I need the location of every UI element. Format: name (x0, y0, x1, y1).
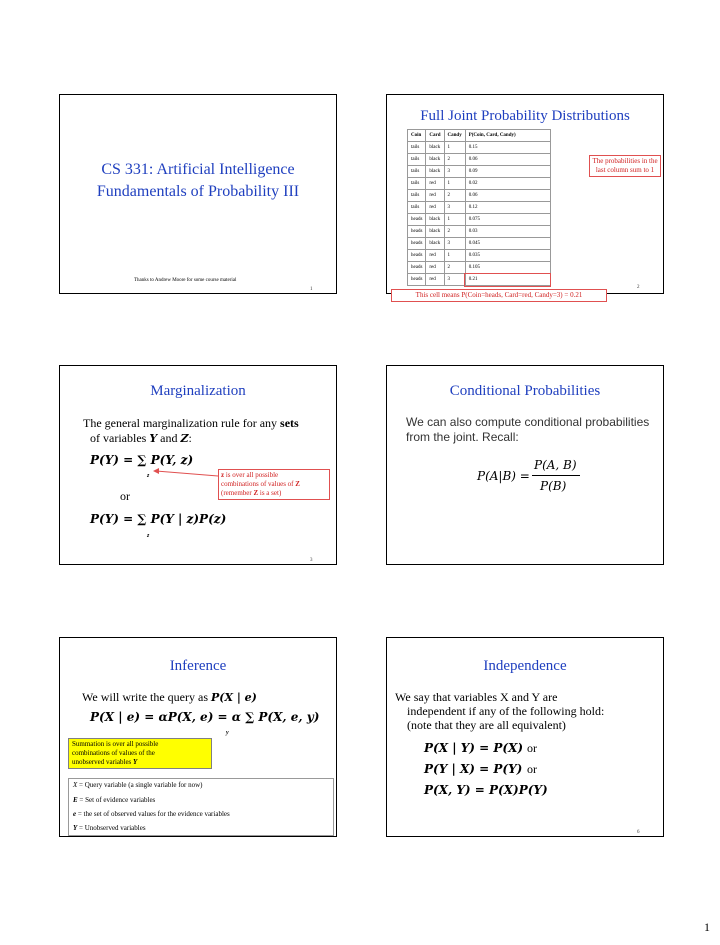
var-Y: Y (149, 432, 158, 445)
table-cell: 0.075 (465, 214, 550, 226)
table-cell: red (426, 262, 444, 274)
table-row (408, 154, 551, 166)
table-row (408, 190, 551, 202)
or-text-2: or (527, 762, 537, 776)
formula-subscript: y (226, 730, 229, 736)
table-cell: tails (408, 178, 426, 190)
column-header: Card (426, 130, 444, 142)
table-cell: heads (408, 274, 426, 286)
definitions-box (68, 778, 334, 836)
table-cell: black (426, 154, 444, 166)
table-cell: 0.15 (465, 142, 550, 154)
table-cell: 1 (444, 142, 465, 154)
credit-text: Thanks to Andrew Moore for some course material (134, 278, 237, 283)
query-math: P(X | e) (211, 691, 257, 704)
marginal-formula-2: P(Y) = ∑ P(Y | z)P(z) (90, 512, 227, 526)
table-row (408, 238, 551, 250)
intro-colon: : (188, 431, 192, 445)
table-cell: 0.045 (465, 238, 550, 250)
table-cell: 0.09 (465, 166, 550, 178)
table-cell: 0.105 (465, 262, 550, 274)
summation-note-line1: Summation is over all possible (72, 740, 159, 748)
formula1-subscript: z (147, 473, 150, 479)
table-row (408, 178, 551, 190)
table-row (408, 166, 551, 178)
table-cell: heads (408, 250, 426, 262)
slide-title: Conditional Probabilities (449, 383, 601, 399)
table-cell: black (426, 142, 444, 154)
table-cell: 2 (444, 154, 465, 166)
indep-line2: independent if any of the following hold: (407, 704, 605, 718)
indep-eq3: P(X, Y) = P(X)P(Y) (424, 783, 548, 797)
indep-line3: (note that they are all equivalent) (407, 718, 566, 732)
slide-3-marginalization (59, 365, 337, 565)
table-cell: heads (408, 226, 426, 238)
table-row (408, 142, 551, 154)
table-cell: red (426, 202, 444, 214)
intro-and: and (157, 431, 181, 445)
table-cell: red (426, 190, 444, 202)
z-note-text3a: (remember (221, 489, 254, 497)
table-cell: 1 (444, 214, 465, 226)
table-cell: 2 (444, 190, 465, 202)
def-X-text: = Query variable (a single variable for now) (77, 781, 203, 789)
table-cell: tails (408, 202, 426, 214)
table-cell: black (426, 238, 444, 250)
z-note-text3c: is a set) (258, 489, 282, 497)
or-text: or (120, 489, 130, 503)
table-cell: 1 (444, 178, 465, 190)
summation-note-Y: Y (133, 758, 138, 766)
table-cell: red (426, 250, 444, 262)
table-cell: 0.12 (465, 202, 550, 214)
lecture-title-line1: CS 331: Artificial Intelligence (101, 161, 295, 178)
table-cell: 0.06 (465, 190, 550, 202)
query-line (82, 690, 257, 705)
table-cell: tails (408, 190, 426, 202)
slide-title: Independence (483, 658, 567, 674)
def-E-text: = Set of evidence variables (77, 796, 156, 804)
slide-title: Marginalization (150, 383, 246, 399)
table-row (408, 250, 551, 262)
z-note-text1: is over all possible (224, 471, 279, 479)
intro-text: The general marginalization rule for any (83, 416, 281, 430)
slide-number: 6 (637, 830, 640, 835)
table-cell: 0.035 (465, 250, 550, 262)
indep-eq2: P(Y | X) = P(Y) (424, 762, 523, 776)
slide-number: 3 (310, 558, 313, 563)
slide-number: 1 (310, 287, 313, 292)
def-X-sym: X (73, 781, 78, 789)
table-row (408, 226, 551, 238)
table-cell: 3 (444, 166, 465, 178)
table-row (408, 262, 551, 274)
table-cell: 3 (444, 238, 465, 250)
slide-title: Inference (169, 658, 227, 674)
table-cell: heads (408, 238, 426, 250)
column-header: P(Coin, Card, Candy) (465, 130, 550, 142)
table-cell: black (426, 214, 444, 226)
table-cell: heads (408, 262, 426, 274)
lecture-title-line2: Fundamentals of Probability III (96, 183, 300, 200)
z-note-Z2: Z (253, 489, 259, 497)
intro-text2: of variables (90, 431, 150, 445)
note-arrow (60, 366, 336, 564)
column-header: Candy (444, 130, 465, 142)
def-e-sym: e (73, 810, 77, 818)
slide-number: 2 (637, 285, 640, 290)
var-Z: Z (180, 432, 189, 445)
table-row (408, 202, 551, 214)
summation-note (68, 738, 212, 769)
table-cell: 0.02 (465, 178, 550, 190)
slide-1-title (59, 94, 337, 294)
table-cell: 0.21 (465, 274, 550, 286)
table-cell: 0.06 (465, 154, 550, 166)
def-e-text: = the set of observed values for the evidence variables (76, 810, 230, 818)
def-E (73, 796, 155, 805)
cond-lhs: P(A|B) = (477, 469, 530, 483)
marginal-formula-1: P(Y) = ∑ P(Y, z) (90, 453, 194, 467)
table-header-row (408, 130, 551, 142)
or-text-1: or (527, 741, 537, 755)
slide-4-conditional (386, 365, 664, 565)
table-cell: red (426, 178, 444, 190)
cond-numerator: P(A, B) (534, 458, 577, 472)
def-Y-text: = Unobserved variables (77, 824, 146, 832)
indep-line1: We say that variables X and Y are (395, 690, 558, 704)
table-cell: 2 (444, 262, 465, 274)
def-E-sym: E (73, 796, 78, 804)
indep-eq1: P(X | Y) = P(X) (424, 741, 524, 755)
joint-probability-table (407, 129, 551, 286)
table-cell: 3 (444, 202, 465, 214)
page-number: 1 (704, 920, 710, 934)
cell-note: This cell means P(Coin=heads, Card=red, Candy=3) = 0.21 (391, 289, 607, 302)
z-note-text2: combinations of values of (221, 480, 296, 488)
slide-6-independence (386, 637, 664, 837)
slide-title: Full Joint Probability Distributions (420, 108, 630, 124)
fraction-bar (532, 475, 580, 476)
table-cell: 0.03 (465, 226, 550, 238)
table-cell: black (426, 166, 444, 178)
lecture-title (60, 159, 336, 203)
summation-note-line2: combinations of values of the (72, 749, 155, 757)
table-cell: black (426, 226, 444, 238)
table-cell: 3 (444, 274, 465, 286)
query-text: We will write the query as (82, 690, 211, 704)
summation-note-text3: unobserved variables (72, 758, 134, 766)
slide-2-joint-distribution (386, 94, 664, 299)
table-cell: 2 (444, 226, 465, 238)
table-cell: tails (408, 142, 426, 154)
slide-5-inference (59, 637, 337, 837)
def-e (73, 810, 230, 819)
table-row (408, 214, 551, 226)
table-cell: 1 (444, 250, 465, 262)
cond-denominator: P(B) (540, 479, 567, 493)
intro-line1: We can also compute conditional probabilities (406, 415, 650, 429)
table-cell: red (426, 274, 444, 286)
sum-note: The probabilities in the last column sum to 1 (589, 155, 661, 177)
z-note-Z: Z (295, 480, 300, 488)
table-cell: tails (408, 154, 426, 166)
intro-line2: from the joint. Recall: (406, 430, 519, 444)
column-header: Coin (408, 130, 426, 142)
table-cell: heads (408, 214, 426, 226)
def-X (73, 781, 203, 790)
table-cell: tails (408, 166, 426, 178)
z-note-z: z (221, 471, 225, 479)
table-row (408, 274, 551, 286)
formula2-subscript: z (147, 533, 150, 539)
intro-bold: sets (280, 416, 299, 430)
def-Y (73, 824, 146, 833)
inference-formula: P(X | e) = αP(X, e) = α ∑ P(X, e, y) (90, 710, 320, 724)
summation-note-line3 (72, 758, 208, 767)
def-Y-sym: Y (73, 824, 78, 832)
